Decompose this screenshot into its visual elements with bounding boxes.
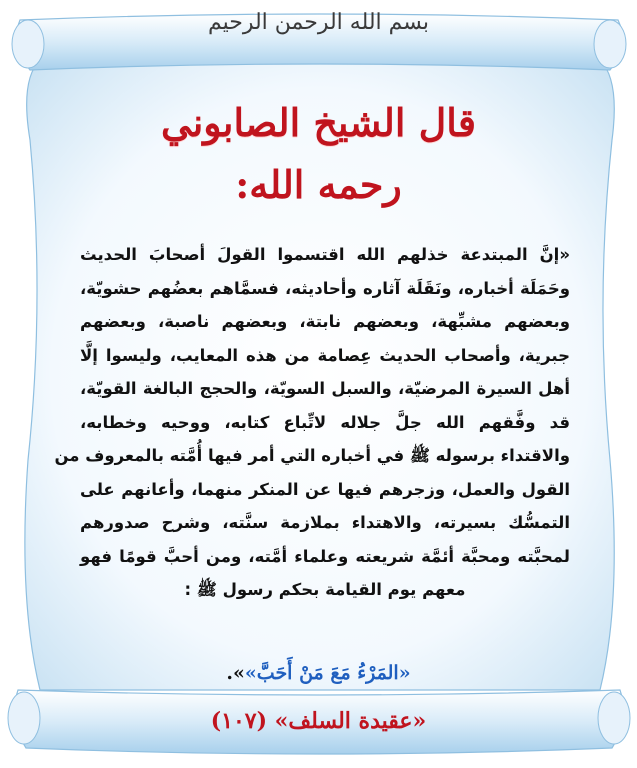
quote-body <box>54 238 570 607</box>
quote-line: قد وفَّقهم الله جلَّ جلاله لاتِّباع كتابه، ووحيه وخطابه، <box>80 412 570 432</box>
quote-line: وبعضهم مشبِّهة، وبعضهم نابتة، وبعضهم ناصبة، وبعضهم <box>80 312 570 331</box>
basmala-calligraphy: بسم الله الرحمن الرحيم <box>207 10 430 35</box>
quote-line: والاقتداء برسوله ﷺ في أخباره التي أمر فيها أُمَّته بالمعروف من <box>54 446 570 465</box>
quote-line: جبرية، وأصحاب الحديث عِصامة من هذه المعايب، وليسوا إلَّا <box>80 345 570 365</box>
title-line-1: قال الشيخ الصابوني <box>161 100 476 145</box>
quote-line: لمحبَّته ومحبَّة أئمَّة شريعته وعلماء أمَّته، ومن أحبَّ قومًا فهو <box>80 546 570 566</box>
hadith-line <box>0 662 637 684</box>
quote-line: التمسُّك بسيرته، والاهتداء بملازمة سنَّته، وشرح صدورهم <box>80 513 570 532</box>
quote-line: وحَمَلَة أخباره، ونَقَلَة آثاره وأحاديثه، فسمَّاهم بعضُهم حشويّة، <box>80 278 570 298</box>
hadith-end: ». <box>226 662 245 684</box>
quote-line: أهل السيرة المرضيّة، والسبل السويّة، والحجج البالغة القويّة، <box>80 379 570 398</box>
source-citation: «عقيدة السلف» (١٠٧) <box>210 708 427 734</box>
hadith-text: «المَرْءُ مَعَ مَنْ أَحَبَّ» <box>244 662 411 684</box>
quote-line: «إنَّ المبتدعة خذلهم الله اقتسموا القولَ أصحابَ الحديث <box>80 245 570 264</box>
quote-line: القول والعمل، وزجرهم فيها عن المنكر منهما، وأعانهم على <box>80 479 570 499</box>
quote-line: معهم يوم القيامة بحكم رسول ﷺ : <box>184 580 466 599</box>
title-line-2: رحمه الله: <box>235 162 402 207</box>
